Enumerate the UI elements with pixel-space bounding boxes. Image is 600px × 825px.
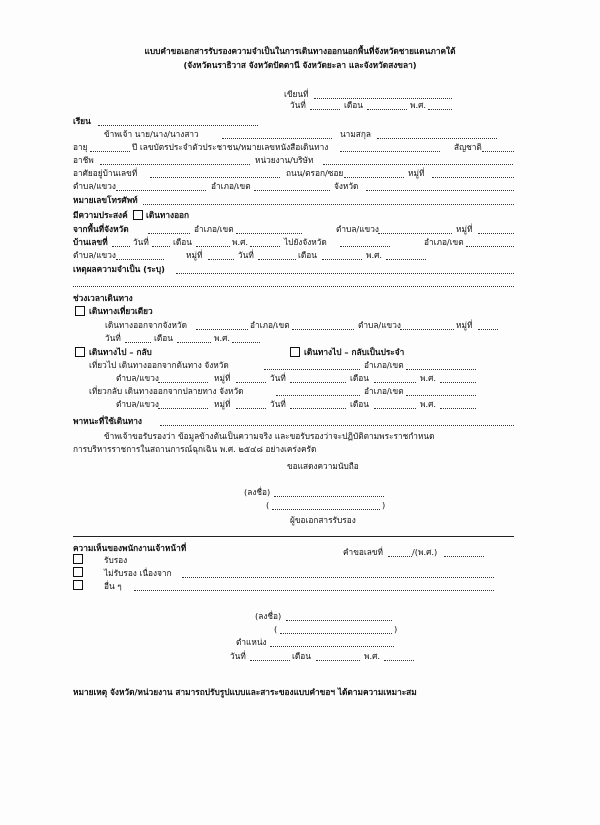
inbound-month-field[interactable] (374, 408, 416, 409)
subdistrict-field[interactable] (116, 190, 206, 191)
request-no-field[interactable] (388, 556, 412, 557)
to-month-label: เดือน (298, 250, 317, 260)
travel-out-checkbox[interactable] (133, 210, 143, 220)
outbound-district-field[interactable] (406, 369, 476, 370)
from-subdistrict-label: ตำบล/แขวง (336, 224, 379, 234)
officer-sign-field[interactable] (286, 620, 392, 621)
to-district-field[interactable] (466, 246, 514, 247)
outbound-moo-field[interactable] (236, 382, 266, 383)
intent-label: มีความประสงค์ (73, 210, 128, 220)
nationality-label: สัญชาติ (454, 142, 482, 152)
to-field[interactable] (98, 125, 258, 126)
officer-name-field[interactable] (280, 633, 392, 634)
depart-subdistrict-label: ตำบล/แขวง (358, 320, 401, 330)
reason-label: เหตุผลความจำเป็น (ระบุ) (73, 264, 165, 274)
reject-reason-field[interactable] (182, 577, 494, 578)
purpose-month-field[interactable] (196, 246, 230, 247)
inbound-subdistrict-field[interactable] (158, 408, 208, 409)
officer-heading: ความเห็นของพนักงานเจ้าหน้าที่ (73, 543, 187, 553)
inbound-moo-field[interactable] (236, 408, 266, 409)
officer-month-label: เดือน (292, 651, 311, 661)
vehicle-field[interactable] (160, 425, 514, 426)
nationality-field[interactable] (482, 151, 514, 152)
officer-name-open: ( (274, 624, 278, 634)
date-year-label: พ.ศ. (410, 100, 427, 110)
to-month-field[interactable] (322, 259, 362, 260)
inbound-month-label: เดือน (350, 399, 369, 409)
depart-district-field[interactable] (292, 329, 354, 330)
position-field[interactable] (270, 646, 394, 647)
road-label: ถนน/ตรอก/ซอย (286, 168, 344, 178)
from-subdistrict-field[interactable] (378, 233, 452, 234)
surname-label: นามสกุล (340, 129, 371, 139)
phone-field[interactable] (143, 204, 514, 205)
surname-field[interactable] (377, 138, 497, 139)
to-moo-label: หมู่ที่ (186, 250, 203, 260)
travel-out-label: เดินทางออก (146, 210, 190, 220)
province-field[interactable] (366, 190, 514, 191)
regular-checkbox[interactable] (290, 347, 300, 357)
depart-month-label: เดือน (154, 333, 173, 343)
depart-year-label: พ.ศ. (214, 333, 231, 343)
house-no-label: อาศัยอยู่บ้านเลขที่ (73, 168, 138, 178)
officer-year-label: พ.ศ. (364, 651, 381, 661)
depart-day-label: วันที่ (105, 333, 121, 343)
applicant-sign-label: (ลงชื่อ) (244, 487, 271, 497)
phone-label: หมายเลขโทรศัพท์ (73, 195, 138, 205)
outbound-day-field[interactable] (290, 382, 346, 383)
outbound-subdistrict-label: ตำบล/แขวง (116, 373, 159, 383)
depart-month-field[interactable] (177, 342, 211, 343)
id-card-label: ปี เลขบัตรประจำตัวประชาชน/หมายเลขหนังสือเดินทาง (132, 142, 329, 152)
approve-label: รับรอง (104, 555, 128, 565)
inbound-year-label: พ.ศ. (420, 399, 437, 409)
inbound-province-field[interactable] (276, 395, 360, 396)
outbound-province-field[interactable] (264, 369, 360, 370)
date-year-field[interactable] (428, 109, 452, 110)
inbound-district-field[interactable] (406, 395, 476, 396)
from-moo-label: หมู่ที่ (456, 224, 473, 234)
to-year-label: พ.ศ. (366, 250, 383, 260)
declaration-line-1: ข้าพเจ้าขอรับรองว่า ข้อมูลข้างต้นเป็นความจริง และขอรับรองว่าจะปฏิบัติตามพระราชกำหนด (104, 431, 435, 441)
footer-note: หมายเหตุ จังหวัด/หน่วยงาน สามารถปรับรูปแบบและสาระของแบบคำขอฯ ได้ตามความเหมาะสม (73, 687, 417, 697)
officer-month-field[interactable] (316, 660, 360, 661)
to-province-field[interactable] (340, 246, 390, 247)
written-at-label: เขียนที่ (284, 89, 309, 99)
inbound-moo-label: หมู่ที่ (214, 399, 231, 409)
purpose-house-label: บ้านเลขที่ (73, 237, 108, 247)
form-subtitle: (จังหวัดนราธิวาส จังหวัดปัตตานี จังหวัดยะลา และจังหวัดสงขลา) (183, 60, 417, 70)
outbound-day-label: วันที่ (270, 373, 286, 383)
outbound-label: เที่ยวไป เดินทางออกจากต้นทาง จังหวัด (89, 360, 229, 370)
province-label: จังหวัด (334, 181, 359, 191)
subdistrict-label: ตำบล/แขวง (73, 181, 116, 191)
one-way-checkbox[interactable] (75, 306, 85, 316)
age-label: อายุ (73, 142, 88, 152)
outbound-subdistrict-field[interactable] (158, 382, 208, 383)
to-day-field[interactable] (258, 259, 296, 260)
officer-year-field[interactable] (384, 660, 414, 661)
agency-label: หน่วยงาน/บริษัท (255, 155, 314, 165)
applicant-sign-field[interactable] (274, 496, 384, 497)
inbound-label: เที่ยวกลับ เดินทางออกจากปลายทาง จังหวัด (89, 386, 244, 396)
house-no-field[interactable] (150, 177, 280, 178)
depart-from-field[interactable] (196, 329, 248, 330)
to-moo-field[interactable] (208, 259, 234, 260)
moo-field[interactable] (432, 177, 514, 178)
applicant-name-close: ) (382, 500, 386, 510)
name-field[interactable] (222, 138, 332, 139)
from-province-field[interactable] (148, 233, 190, 234)
inbound-day-label: วันที่ (270, 399, 286, 409)
applicant-title: ผู้ขอเอกสารรับรอง (290, 515, 356, 525)
form-title: แบบคำขอเอกสารรับรองความจำเป็นในการเดินทางออกนอกพื้นที่จังหวัดชายแดนภาคใต้ (144, 46, 456, 56)
reject-label: ไม่รับรอง เนื่องจาก (104, 568, 172, 578)
officer-sign-label: (ลงชื่อ) (255, 611, 282, 621)
request-year-label: /(พ.ศ.) (412, 547, 438, 557)
outbound-month-label: เดือน (350, 373, 369, 383)
inbound-year-field[interactable] (440, 408, 476, 409)
outbound-month-field[interactable] (374, 382, 416, 383)
depart-from-label: เดินทางออกจากจังหวัด (105, 320, 188, 330)
round-trip-checkbox[interactable] (75, 347, 85, 357)
from-district-label: อำเภอ/เขต (194, 224, 234, 234)
vehicle-label: พาหนะที่ใช้เดินทาง (73, 416, 142, 426)
date-month-field[interactable] (367, 109, 407, 110)
depart-moo-label: หมู่ที่ (456, 320, 473, 330)
approve-checkbox[interactable] (73, 554, 83, 564)
depart-district-label: อำเภอ/เขต (250, 320, 290, 330)
other-field[interactable] (134, 590, 494, 591)
outbound-moo-label: หมู่ที่ (214, 373, 231, 383)
applicant-name-open: ( (266, 500, 270, 510)
agency-field[interactable] (323, 164, 513, 165)
to-day-label: วันที่ (238, 250, 254, 260)
purpose-day-label: วันที่ (133, 237, 149, 247)
to-subdistrict-field[interactable] (116, 259, 164, 260)
purpose-year-field[interactable] (250, 246, 280, 247)
date-day-field[interactable] (310, 109, 340, 110)
purpose-month-label: เดือน (173, 237, 192, 247)
name-label: ข้าพเจ้า นาย/นาง/นางสาว (104, 129, 199, 139)
respect-text: ขอแสดงความนับถือ (287, 461, 359, 471)
reason-field-1[interactable] (176, 273, 514, 274)
date-day-label: วันที่ (290, 100, 306, 110)
applicant-name-field[interactable] (272, 509, 380, 510)
round-trip-label: เดินทางไป – กลับ (89, 347, 152, 357)
to-year-field[interactable] (386, 259, 426, 260)
regular-label: เดินทางไป – กลับเป็นประจำ (304, 347, 405, 357)
from-district-field[interactable] (236, 233, 302, 234)
date-month-label: เดือน (344, 100, 363, 110)
one-way-label: เดินทางเที่ยวเดียว (89, 306, 153, 316)
age-field[interactable] (90, 151, 130, 152)
declaration-line-2: การบริหารราชการในสถานการณ์ฉุกเฉิน พ.ศ. ๒๕๔๘ อย่างเคร่งครัด (73, 444, 317, 454)
outbound-year-label: พ.ศ. (420, 373, 437, 383)
inbound-subdistrict-label: ตำบล/แขวง (116, 399, 159, 409)
request-no-label: คำขอเลขที่ (343, 547, 383, 557)
officer-day-label: วันที่ (230, 651, 246, 661)
officer-day-field[interactable] (250, 660, 290, 661)
depart-moo-field[interactable] (478, 329, 498, 330)
purpose-year-label: พ.ศ. (232, 237, 249, 247)
occupation-field[interactable] (100, 164, 250, 165)
inbound-day-field[interactable] (290, 408, 346, 409)
from-moo-field[interactable] (478, 233, 514, 234)
moo-label: หมู่ที่ (408, 168, 425, 178)
reason-field-2[interactable] (73, 286, 514, 287)
depart-subdistrict-field[interactable] (400, 329, 454, 330)
to-province-label: ไปยังจังหวัด (284, 237, 327, 247)
depart-year-field[interactable] (232, 342, 260, 343)
outbound-district-label: อำเภอ/เขต (364, 360, 404, 370)
period-heading: ช่วงเวลาเดินทาง (73, 293, 133, 303)
inbound-district-label: อำเภอ/เขต (364, 386, 404, 396)
to-label: เรียน (73, 116, 91, 126)
purpose-house-field[interactable] (112, 246, 130, 247)
purpose-day-field[interactable] (152, 246, 170, 247)
request-year-field[interactable] (444, 556, 484, 557)
id-card-field[interactable] (340, 151, 440, 152)
position-label: ตำแหน่ง (236, 637, 267, 647)
road-field[interactable] (344, 177, 404, 178)
to-district-label: อำเภอ/เขต (424, 237, 464, 247)
reject-checkbox[interactable] (73, 567, 83, 577)
from-province-label: จากพื้นที่จังหวัด (73, 224, 129, 234)
section-divider (73, 536, 514, 537)
district-field[interactable] (254, 190, 330, 191)
to-subdistrict-label: ตำบล/แขวง (73, 250, 116, 260)
written-at-field[interactable] (314, 98, 452, 99)
occupation-label: อาชีพ (73, 155, 94, 165)
other-label: อื่น ๆ (104, 581, 122, 591)
officer-name-close: ) (394, 624, 398, 634)
depart-day-field[interactable] (125, 342, 151, 343)
other-checkbox[interactable] (73, 580, 83, 590)
outbound-year-field[interactable] (440, 382, 476, 383)
district-label: อำเภอ/เขต (211, 181, 251, 191)
